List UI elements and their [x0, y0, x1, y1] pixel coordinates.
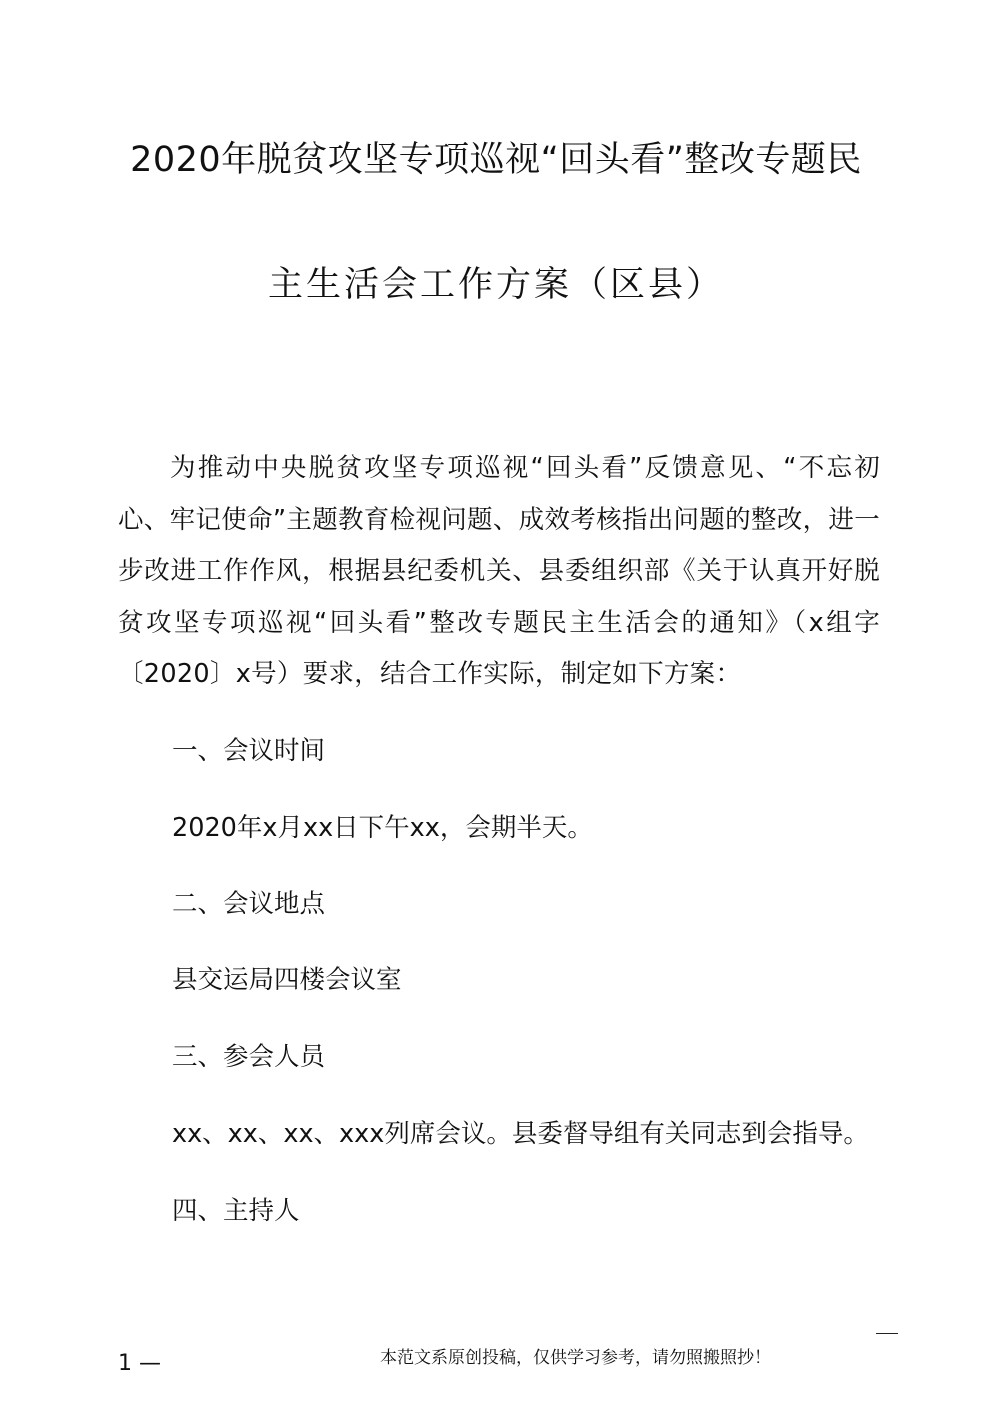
section-2-text: 县交运局四楼会议室 [172, 965, 402, 995]
section-1-text: 2020年x月xx日下午xx，会期半天。 [172, 813, 593, 843]
section-3-text: xx、xx、xx、xxx列席会议。县委督导组有关同志到会指导。 [172, 1119, 869, 1149]
section-1-heading: 一、会议时间 [172, 736, 326, 766]
section-2-heading: 二、会议地点 [172, 889, 326, 919]
page-number: 1 — [118, 1351, 161, 1376]
section-3-heading: 三、参会人员 [172, 1042, 326, 1072]
document-title-line-1: 2020年脱贫攻坚专项巡视“回头看”整改专题民 [130, 140, 862, 180]
intro-paragraph: 为推动中央脱贫攻坚专项巡视“回头看”反馈意见、“不忘初心、牢记使命”主题教育检视问题、成效考核指出问题的整改，进一步改进工作作风，根据县纪委机关、县委组织部《关于认真开好脱贫攻坚专项巡视“回头看”整改专题民主生活会的通知》（x组字〔2020〕x号）要求，结合工作实际，制定如下方案： [118, 453, 880, 689]
footer-note: 本范文系原创投稿，仅供学习参考，请勿照搬照抄！ [380, 1348, 771, 1368]
document-title-line-2: 主生活会工作方案（区县） [267, 265, 724, 305]
section-4-heading: 四、主持人 [172, 1196, 300, 1226]
footer-divider [876, 1333, 898, 1334]
